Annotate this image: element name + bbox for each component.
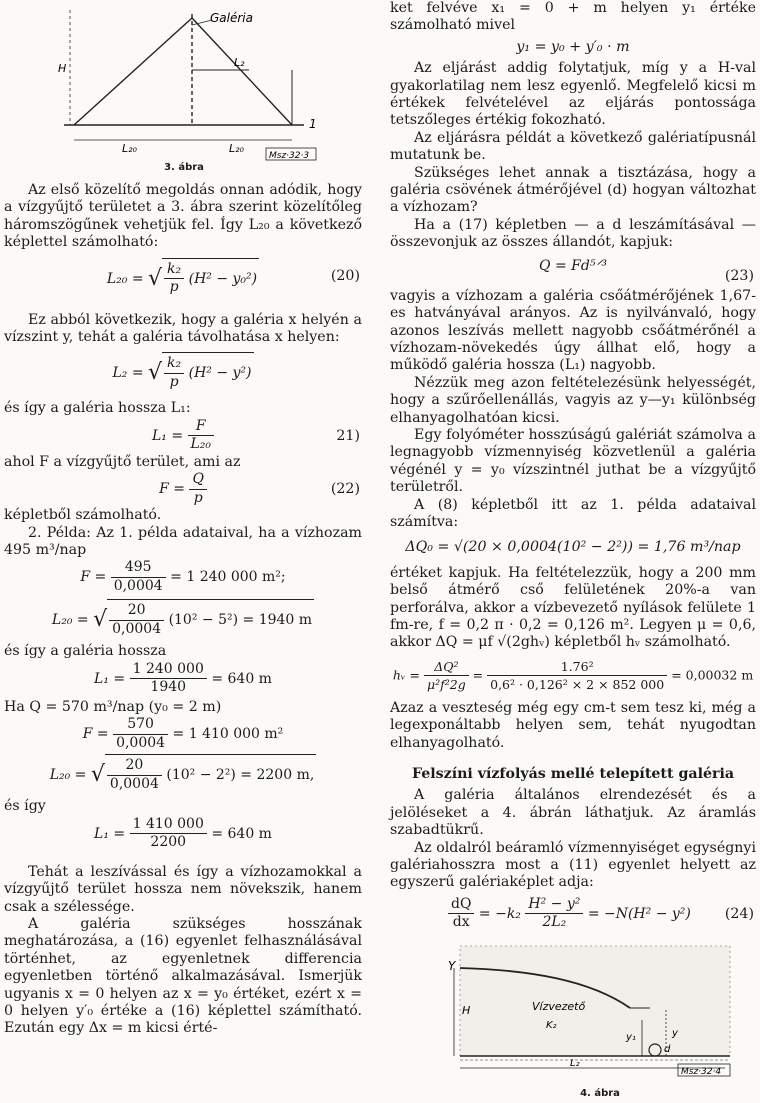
eq-hv-f1-num: ΔQ² [424,658,469,676]
eq-hv-f2-den: 0,6² · 0,126² × 2 × 852 000 [490,677,665,693]
right-column [390,0,756,1100]
fig4-l2-label: L₂ [570,1057,580,1069]
equation-24 [390,896,756,936]
paragraph: 2. Példa: Az 1. példa adataival, ha a vízhozam 495 m³/nap [4,524,362,559]
eq22-lhs: F = [159,481,185,498]
eq24-frac-num: H² − y² [525,896,583,914]
fig4-y-label: y [672,1027,678,1039]
paragraph: ket felvéve x₁ = 0 + m helyen y₁ értéke számolható mivel [390,0,756,34]
paragraph: Szükséges lehet annak a tisztázása, hogy a galéria csövének átmérőjével (d) hogyan változhat a vízhozam? [390,164,756,216]
eq-l2-lhs: L₂ = [112,365,144,382]
eq-hv-lhs: hᵥ = [392,667,420,683]
eq22-number: (22) [330,481,360,498]
equation-22: F = $\frac{Q}{p}$ (22) [159,471,360,506]
l2-label: L₂ [234,56,245,69]
fig4-d-label: d [664,1043,671,1055]
ex2-lhs: L₂₀ = [51,612,89,629]
example-eq-5: L₂₀ = √ $\frac{20}{0,0004}$ (10² − 2²) = 2200 m, [4,754,362,798]
eq-hv-f2-num: 1.76² [487,658,667,676]
paragraph: Egy folyóméter hosszúságú galériát számolva a legnagyobb vízmennyiség közvetlenül a galéria végénél y = y₀ vízszintnél juthat be a vízgyűjtő területről. [390,426,756,496]
ex5-rhs: (10² − 2²) = 2200 m, [166,767,315,784]
paragraph: Az eljárásra példát a következő galériatípusnál mutatunk be. [390,129,756,164]
eq23-number: (23) [724,267,754,284]
figure-4-caption: 4. ábra [580,1088,620,1100]
section-heading: Felszíni vízfolyás mellé telepített galéria [411,766,735,783]
figure-4 [448,940,750,1100]
paragraph: Azaz a veszteség még egy cm-t sem tesz ki, még a legexponáltabb helyen sem, tehát nyugodtan elhanyagolható. [390,699,756,751]
fig4-k2-label: K₂ [546,1019,557,1031]
paragraph: Nézzük meg azon feltételezésünk helyességét, hogy a szűrőellenállás, vagyis az y—y₁ különbség elhanyagolhatóan kicsi. [390,374,756,426]
paragraph: Az első közelítő megoldás onnan adódik, hogy a vízgyűjtő területet a 3. ábra szerint közelítőleg háromszögűnek vehetjük fel. Így L₂₀ a következő képlettel számolható: [4,182,362,251]
example-eq-3: L₁ = $\frac{1 240 000}{1940}$ = 640 m [94,660,272,696]
figure-3 [34,0,334,174]
ex2-rhs: (10² − 5²) = 1940 m [168,612,313,629]
equation-dq0: ΔQ₀ = √(20 × 0,0004(10² − 2²)) = 1,76 m³/nap [405,539,741,556]
figure-3-caption: 3. ábra [164,162,204,174]
galeria-label: Galéria [210,11,253,25]
equation-l2: L₂ = √ $\frac{\text{k₂}}{p}$ (H² − y²) [4,352,362,400]
eq24-rhs: = −N(H² − y²) [587,905,691,922]
figure-3-diagram [34,0,334,160]
paragraph: ahol F a vízgyűjtő terület, ami az [4,453,241,470]
h-label: H [58,62,67,75]
eq20-lhs: L₂₀ = [106,270,144,287]
eq-hv-f1-den: μ²f²2g [426,677,466,693]
example-eq-6: L₁ = $\frac{1 410 000}{2200}$ = 640 m [94,815,272,851]
equation-23 [390,258,756,288]
eq21-lhs: L₁ = [151,427,184,444]
paragraph: A (8) képletből itt az 1. példa adataival számítva: [390,496,756,530]
paragraph: és így [4,798,46,815]
l20-left-label: L₂₀ [122,142,137,155]
equation-21: L₁ = $\frac{F}{\text{L₂₀}}$ 21) [151,417,360,453]
paragraph: A galéria általános elrendezését és a jelöléseket a 4. ábrán láthatjuk. Az áramlás szabadtükrű. [390,787,756,839]
eq24-lhs-den: dx [452,914,470,931]
paragraph: Tehát a leszívással és így a vízhozamokkal a vízgyűjtő terület hossza nem növekszik, hanem csak a szélessége. [4,863,362,915]
eq-hv-rhs: = 0,00032 m [671,667,754,683]
equation-hv: hᵥ = $\frac{\text{ΔQ²}}{\text{μ²f²2g}}$ = $\frac{\text{1.76²}}{\text{0,6² · 0,126² × 2 × 852 000}}$ = 0,00032 m [392,658,754,693]
figure-4-diagram [450,940,750,1078]
paragraph: Az eljárást addig folytatjuk, míg y a H-val gyakorlatilag nem lesz egyenlő. Megfelelő kicsi m értékek felvételével az eljárás pontossága tetszőleges értékig fokozható. [390,60,756,129]
l20-right-label: L₂₀ [229,142,244,155]
equation-20: L₂₀ = √ $\frac{\text{k₂}}{p}$ (H² − y₀²) (20) [4,258,362,306]
eq21-number: 21) [336,427,360,444]
example-eq-2: L₂₀ = √ $\frac{20}{0,0004}$ (10² − 5²) = 1940 m [4,599,362,643]
eq20-number: (20) [330,267,360,284]
equation-y1: y₁ = y₀ + y′₀ · m [516,38,630,55]
svg-text:Y: Y [448,958,456,973]
paragraph: és így a galéria hossza [4,643,167,660]
figure-4-stamp: Msz·32·4 [681,1066,722,1077]
fig4-vizvezeto-label: Vízvezető [532,999,586,1013]
paragraph: értéket kapjuk. Ha feltételezzük, hogy a 200 mm belső átmérő cső felületének 20%-a van perforálva, akkor a vízbevezető nyílások felülete 1 fm-re, f = 0,2 π · 0,2 = 0,126 m². Legyen μ = 0,6, akkor ΔQ = μf √(2ghᵥ) képletből hᵥ számolható. [390,564,756,651]
fig4-y1-label: y₁ [626,1031,636,1043]
eq24-frac-den: 2L₂ [542,914,567,931]
left-column [4,0,362,1038]
paragraph: Ha a (17) képletben — a d leszámításával — összevonjuk az összes állandót, kapjuk: [390,216,756,251]
paragraph: Az oldalról beáramló vízmennyiséget egységnyi galériahosszra most a (11) egyenlet helyett az egyszerű galériaképlet adja: [390,839,756,891]
eq24-mid: = −k₂ [478,905,521,922]
eq23-formula: Q = Fd⁵ᐟ³ [539,257,607,274]
eq24-lhs-num: dQ [448,896,474,914]
paragraph: A galéria szükséges hosszának meghatározása, a (16) egyenlet felhasználásával történhet, az egyenletnek differencia egyenletben történő alkalmazásával. Ismerjük ugyanis x = 0 helyen az x = y₀ értéket, ezért x = 0 helyen y′₀ értéke a (16) képlettel számítható. Ezután egy Δx = m kicsi érté- [4,915,362,1037]
example-eq-4: F = $\frac{570}{0,0004}$ = 1 410 000 m² [82,716,284,751]
eq24-number: (24) [724,905,754,922]
paragraph: képletből számolható. [4,507,162,524]
fig4-h-label: H [462,1003,471,1017]
figure-3-stamp: Msz·32·3 [269,151,310,161]
paragraph: Ha Q = 570 m³/nap (y₀ = 2 m) [4,698,222,715]
one-label: 1 [309,117,317,131]
paragraph: vagyis a vízhozam a galéria csőátmérőjének 1,67-es hatványával arányos. Az is nyilvánvaló, hogy azonos leszívás mellett nagyobb csőátmérőnél a vízhozam-növekedés úgy állhat elő, hogy a működő galéria hossza (L₁) nagyobb. [390,287,756,374]
paragraph: és így a galéria hossza L₁: [4,400,191,417]
example-eq-1: F = $\frac{495}{0,0004}$ = 1 240 000 m²; [80,559,286,594]
paragraph: Ez abból következik, hogy a galéria x helyén a vízszint y, tehát a galéria távolhatása x helyen: [4,311,362,346]
